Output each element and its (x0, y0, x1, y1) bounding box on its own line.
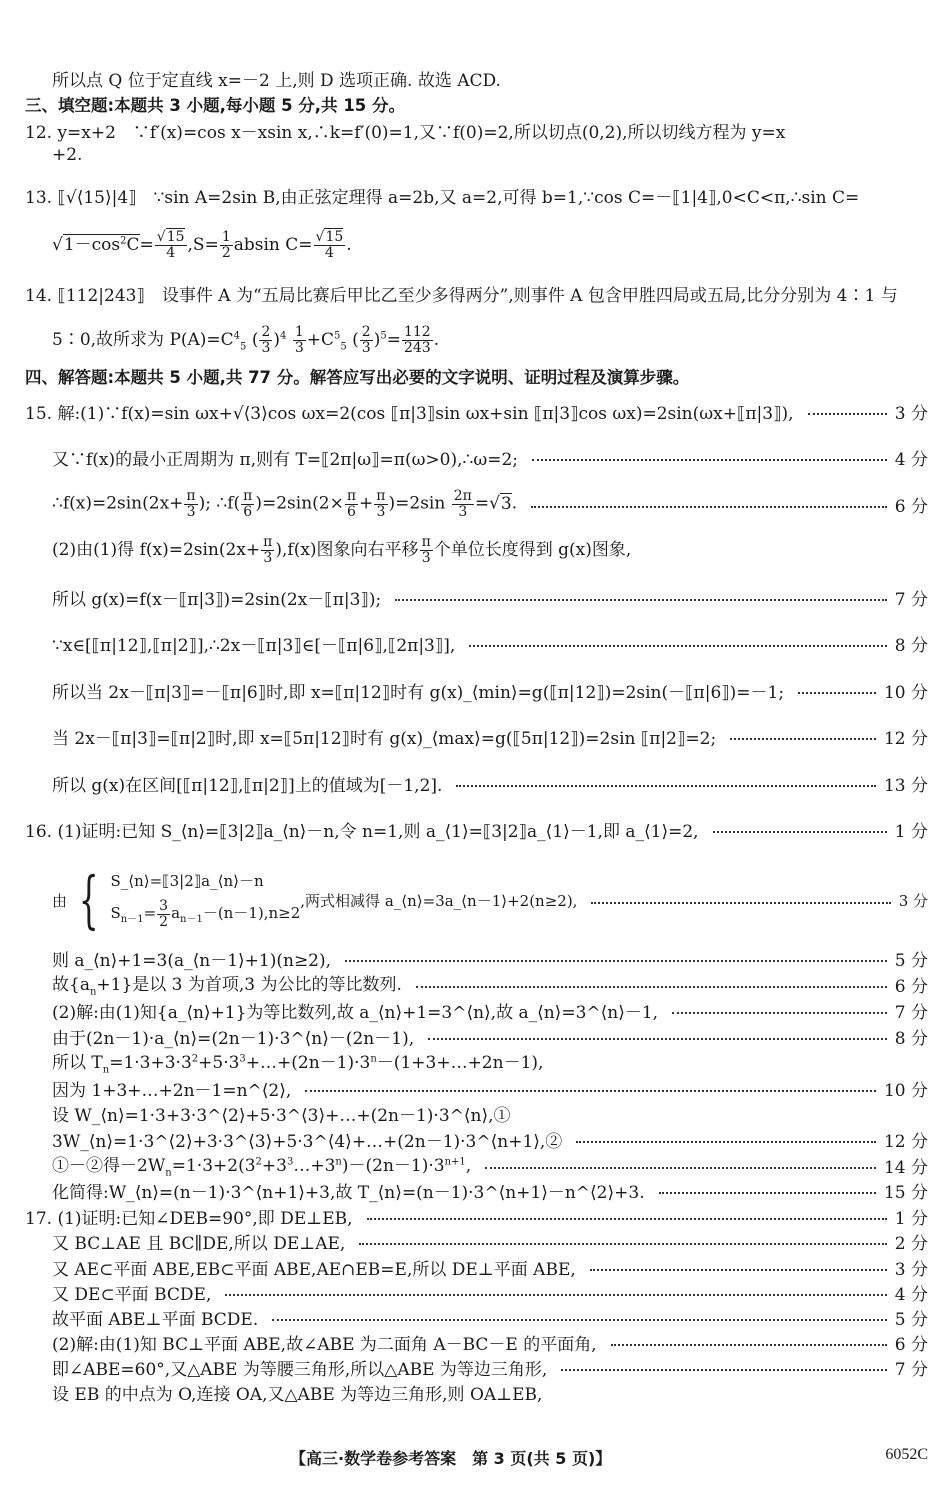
answer-line (52, 580, 928, 614)
line-text: 设 W_⟨n⟩=1·3+3·3^⟨2⟩+5·3^⟨3⟩+…+(2n－1)·3^⟨n⟩,① (52, 1105, 511, 1126)
footer-code: 6052C (885, 1446, 928, 1463)
score-label: 1 分 (894, 1208, 928, 1229)
line-text: 故平面 ABE⊥平面 BCDE. (52, 1309, 259, 1330)
dotted-leader (713, 831, 887, 833)
answer-line (52, 533, 928, 567)
answer-line (52, 487, 928, 521)
line-text: 3W_⟨n⟩=1·3^⟨2⟩+3·3^⟨3⟩+5·3^⟨4⟩+…+(2n－1)·3^⟨n+1⟩,② (52, 1131, 563, 1152)
line-text: 则 a_⟨n⟩+1=3(a_⟨n－1⟩+1)(n≥2), (52, 950, 332, 971)
dotted-leader (659, 1192, 876, 1194)
dotted-leader (532, 459, 887, 461)
dotted-leader (672, 1012, 887, 1014)
answer-line (52, 719, 928, 753)
dotted-leader (416, 986, 887, 988)
line-text: 16. (1)证明:已知 S_⟨n⟩=⟦3|2⟧a_⟨n⟩－n,令 n=1,则 a_⟨1⟩=⟦3|2⟧a_⟨1⟩－1,即 a_⟨1⟩=2, (25, 821, 699, 842)
answer-line (52, 323, 928, 357)
score-label: 7 分 (894, 1002, 928, 1023)
line-text: 又∵f(x)的最小正周期为 π,则有 T=⟦2π|ω⟧=π(ω>0),∴ω=2; (52, 449, 518, 470)
line-text: 14. ⟦112|243⟧ 设事件 A 为“五局比赛后甲比乙至少多得两分”,则事件 A 包含甲胜四局或五局,比分分别为 4∶1 与 (25, 285, 898, 306)
page-footer (0, 1446, 950, 1472)
score-label: 4 分 (894, 449, 928, 470)
dotted-leader (345, 960, 887, 962)
dotted-leader (591, 902, 890, 904)
score-label: 1 分 (894, 821, 928, 842)
system-row: S_⟨n⟩=⟦3|2⟧a_⟨n⟩－n (110, 872, 264, 891)
answer-line (25, 178, 928, 212)
dotted-leader (395, 599, 887, 601)
score-label: 12 分 (883, 728, 928, 749)
line-text: 即∠ABE=60°,又△ABE 为等腰三角形,所以△ABE 为等边三角形, (52, 1359, 548, 1380)
line-text: 所以当 2x－⟦π|3⟧=－⟦π|6⟧时,即 x=⟦π|12⟧时有 g(x)_⟨min⟩=g(⟦π|12⟧)=2sin(－⟦π|6⟧)=－1; (52, 682, 785, 703)
section-heading (25, 359, 928, 393)
score-label: 7 分 (894, 1359, 928, 1380)
system-row: $S_{n-1}=$ $\frac{3}{2}$ $a_{n-1}-(n-1),n\ge 2$ (110, 898, 301, 930)
answer-line (25, 276, 928, 310)
line-text: 故$\{a_n+1\}$是以 3 为首项,3 为公比的等比数列. (52, 975, 402, 998)
line-text: 四、解答题:本题共 5 小题,共 77 分。解答应写出必要的文字说明、证明过程及演算步骤。 (25, 368, 690, 387)
dotted-leader (456, 785, 876, 787)
line-text: 17. (1)证明:已知∠DEB=90°,即 DE⊥EB, (25, 1208, 353, 1229)
answer-line (52, 766, 928, 800)
score-label: 14 分 (883, 1157, 928, 1178)
brace-symbol: { (78, 863, 99, 936)
score-label: 10 分 (883, 1080, 928, 1101)
line-text: 因为 1+3+…+2n－1=n^⟨2⟩, (52, 1080, 292, 1101)
score-label: 15 分 (883, 1182, 928, 1203)
answer-line (52, 138, 928, 172)
answer-line (52, 440, 928, 474)
score-label: 12 分 (883, 1131, 928, 1152)
line-text: +2. (52, 145, 83, 165)
dotted-leader (808, 413, 887, 415)
line-text: (2)由(1)得 f(x)=2sin(2x+ $\frac{\pi}{3}$ ),f(x)图象向右平移 $\frac{\pi}{3}$ 个单位长度得到 g(x)图象, (52, 533, 632, 566)
score-label: 5 分 (894, 950, 928, 971)
line-text: 又 DE⊂平面 BCDE, (52, 1284, 212, 1305)
score-label: 6 分 (894, 1334, 928, 1355)
answer-line (52, 228, 928, 262)
dotted-leader (611, 1344, 887, 1346)
line-text: 12. y=x+2 ∵f′(x)=cos x－xsin x,∴k=f′(0)=1,又∵f(0)=2,所以切点(0,2),所以切线方程为 y=x (25, 122, 786, 143)
line-text: 化简得:W_⟨n⟩=(n－1)·3^⟨n+1⟩+3,故 T_⟨n⟩=(n－1)·3^⟨n+1⟩－n^⟨2⟩+3. (52, 1182, 645, 1203)
dotted-leader (590, 1269, 887, 1271)
line-text: 5∶0,故所求为 $P(A)=C^4_5$ ( $\frac{2}{3}$ )$^4$ $\frac{1}{3}$ $+C^5_5$ ( $\frac{2}{3}$ )$^5$= $\frac{112}{243}$ . (52, 323, 440, 356)
score-label: 10 分 (883, 682, 928, 703)
dotted-leader (730, 738, 876, 740)
dotted-leader (272, 1319, 887, 1321)
score-label: 8 分 (894, 635, 928, 656)
line-text: 当 2x－⟦π|3⟧=⟦π|2⟧时,即 x=⟦5π|12⟧时有 g(x)_⟨max⟩=g(⟦5π|12⟧)=2sin ⟦π|2⟧=2; (52, 728, 717, 749)
line-text: 设 EB 的中点为 O,连接 OA,又△ABE 为等边三角形,则 OA⊥EB, (52, 1384, 543, 1405)
score-label: 13 分 (883, 775, 928, 796)
line-text: ①－②得$-2W_n=1\cdot 3+2(3^2+3^3\dots+3^n)-(2n-1)\cdot 3^{n+1}$, (52, 1156, 472, 1179)
answer-line (52, 626, 928, 660)
dotted-leader (485, 1167, 876, 1169)
line-text: 所以 $T_n=1\cdot 3+3\cdot 3^2+5\cdot 3^3+\dots+(2n-1)\cdot 3^n-(1+3+\dots+2n-1)$, (52, 1053, 544, 1076)
line-text: $√1-\cos^2C=$ $\frac{√15}{4}$ ,S= $\frac{1}{2}$ absin C= $\frac{√15}{4}$ . (52, 228, 352, 261)
score-label: 3 分 (894, 403, 928, 424)
dotted-leader (531, 506, 887, 508)
footer-title: 【高三·数学卷参考答案 第 3 页(共 5 页)】 (290, 1449, 612, 1468)
line-text: 所以 g(x)在区间[⟦π|12⟧,⟦π|2⟧]上的值域为[－1,2]. (52, 775, 443, 796)
line-text: 所以 g(x)=f(x－⟦π|3⟧)=2sin(2x－⟦π|3⟧); (52, 589, 382, 610)
dotted-leader (225, 1294, 886, 1296)
line-text: 由于(2n－1)·a_⟨n⟩=(2n－1)·3^⟨n⟩－(2n－1), (52, 1028, 415, 1049)
system-suffix: ,两式相减得 a_⟨n⟩=3a_⟨n－1⟩+2(n≥2), (300, 891, 578, 910)
dotted-leader (798, 692, 876, 694)
line-text: 又 AE⊂平面 ABE,EB⊂平面 ABE,AE∩EB=E,所以 DE⊥平面 ABE, (52, 1259, 576, 1280)
dotted-leader (561, 1369, 886, 1371)
line-text: (2)解:由(1)知{a_⟨n⟩+1}为等比数列,故 a_⟨n⟩+1=3^⟨n⟩,故 a_⟨n⟩=3^⟨n⟩－1, (52, 1002, 659, 1023)
score-label: 3 分 (898, 891, 928, 910)
dotted-leader (469, 645, 886, 647)
line-text: 15. 解:(1)∵f(x)=sin ωx+√⟨3⟩cos ωx=2(cos ⟦π|3⟧sin ωx+sin ⟦π|3⟧cos ωx)=2sin(ωx+⟦π|3⟧), (25, 403, 794, 424)
system-prefix: 由 (52, 891, 68, 910)
line-text: 三、填空题:本题共 3 小题,每小题 5 分,共 15 分。 (25, 96, 406, 115)
equation-system-line (52, 862, 928, 938)
line-text: (2)解:由(1)知 BC⊥平面 ABE,故∠ABE 为二面角 A－BC－E 的平面角, (52, 1334, 597, 1355)
score-label: 5 分 (894, 1309, 928, 1330)
dotted-leader (305, 1090, 876, 1092)
dotted-leader (367, 1218, 887, 1220)
score-label: 6 分 (894, 496, 928, 517)
answer-line (25, 812, 928, 846)
score-label: 3 分 (894, 1259, 928, 1280)
line-text: ∵x∈[⟦π|12⟧,⟦π|2⟧],∴2x－⟦π|3⟧∈[－⟦π|6⟧,⟦2π|3⟧], (52, 635, 456, 656)
line-text: 又 BC⊥AE 且 BC∥DE,所以 DE⊥AE, (52, 1233, 346, 1254)
line-text: 所以点 Q 位于定直线 x=－2 上,则 D 选项正确. 故选 ACD. (52, 70, 501, 91)
score-label: 2 分 (894, 1233, 928, 1254)
score-label: 7 分 (894, 589, 928, 610)
system-rows (110, 870, 300, 929)
dotted-leader (576, 1141, 876, 1143)
score-label: 8 分 (894, 1028, 928, 1049)
dotted-leader (428, 1038, 887, 1040)
answer-line (52, 673, 928, 707)
score-label: 4 分 (894, 1284, 928, 1305)
answer-line (25, 394, 928, 428)
score-label: 6 分 (894, 976, 928, 997)
line-text: ∴f(x)=2sin(2x+ $\frac{\pi}{3}$ ); ∴f( $\frac{\pi}{6}$ )=2sin(2× $\frac{\pi}{6}$ + $\frac{\pi}{3}$ )=2sin $\frac{2\pi}{3}$ =√3. (52, 487, 518, 520)
line-text: 13. ⟦√⟨15⟩|4⟧ ∵sin A=2sin B,由正弦定理得 a=2b,又 a=2,可得 b=1,∵cos C=－⟦1|4⟧,0<C<π,∴sin C= (25, 187, 860, 208)
dotted-leader (359, 1243, 886, 1245)
answer-line (52, 1375, 928, 1409)
